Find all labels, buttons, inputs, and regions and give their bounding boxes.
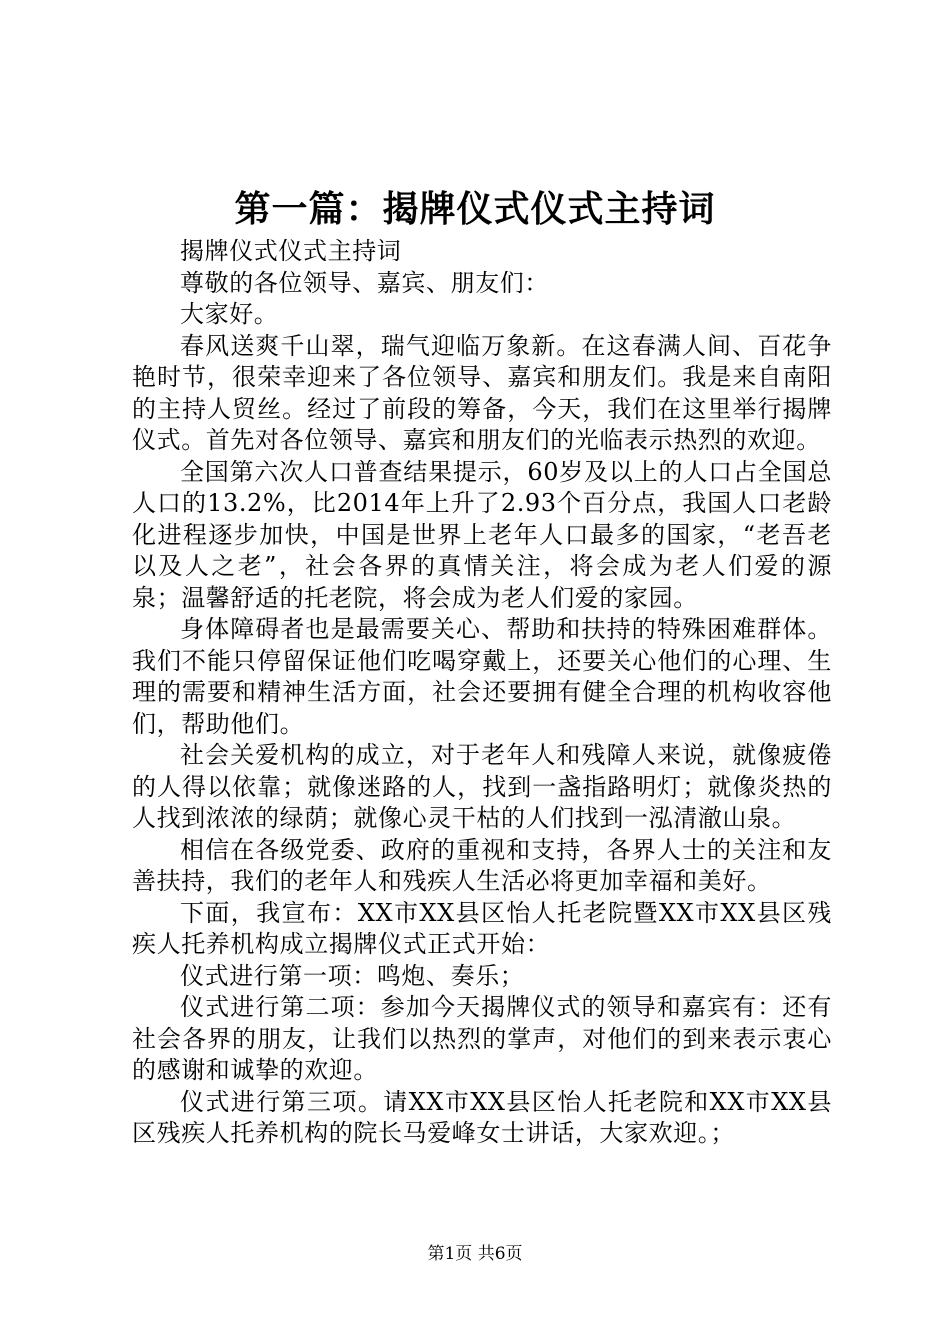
paragraph-item-two: 仪式进行第二项：参加今天揭牌仪式的领导和嘉宾有：还有社会各界的朋友，让我们以热烈的掌声，对他们的到来表示衷心的感谢和诚挚的欢迎。	[132, 993, 832, 1084]
paragraph-care-institution: 社会关爱机构的成立，对于老年人和残障人来说，就像疲倦的人得以依靠；就像迷路的人，找到一盏指路明灯；就像炎热的人找到浓浓的绿荫；就像心灵干枯的人们找到一泓清澈山泉。	[132, 741, 832, 832]
paragraph-salutation: 尊敬的各位领导、嘉宾、朋友们：	[180, 268, 549, 297]
paragraph-census: 全国第六次人口普查结果提示，60岁及以上的人口占全国总人口的13.2%，比2014年上升了2.93个百分点，我国人口老龄化进程逐步加快，中国是世界上老年人口最多的国家，“老吾老以及人之老”，社会各界的真情关注，将会成为老人们爱的源泉；温馨舒适的托老院，将会成为老人们爱的家园。	[132, 457, 832, 612]
paragraph-opening: 春风送爽千山翠，瑞气迎临万象新。在这春满人间、百花争艳时节，很荣幸迎来了各位领导、嘉宾和朋友们。我是来自南阳的主持人贸丝。经过了前段的筹备，今天，我们在这里举行揭牌仪式。首先对各位领导、嘉宾和朋友们的光临表示热烈的欢迎。	[132, 331, 832, 454]
page-number-footer: 第1页 共6页	[427, 1244, 523, 1264]
paragraph-item-one: 仪式进行第一项：鸣炮、奏乐；	[180, 961, 525, 990]
paragraph-belief: 相信在各级党委、政府的重视和支持，各界人士的关注和友善扶持，我们的老年人和残疾人生活必将更加幸福和美好。	[132, 835, 832, 895]
paragraph-disabled: 身体障碍者也是最需要关心、帮助和扶持的特殊困难群体。我们不能只停留保证他们吃喝穿戴上，还要关心他们的心理、生理的需要和精神生活方面，社会还要拥有健全合理的机构收容他们，帮助他们。	[132, 615, 832, 738]
document-title: 第一篇：揭牌仪式仪式主持词	[234, 188, 716, 230]
paragraph-item-three: 仪式进行第三项。请XX市XX县区怡人托老院和XX市XX县区残疾人托养机构的院长马爱峰女士讲话，大家欢迎。；	[132, 1087, 832, 1147]
document-body	[132, 236, 832, 1150]
paragraph-subtitle: 揭牌仪式仪式主持词	[180, 237, 402, 265]
paragraph-announcement: 下面，我宣布：XX市XX县区怡人托老院暨XX市XX县区残疾人托养机构成立揭牌仪式正式开始：	[132, 898, 832, 958]
paragraph-greeting: 大家好。	[180, 300, 279, 328]
